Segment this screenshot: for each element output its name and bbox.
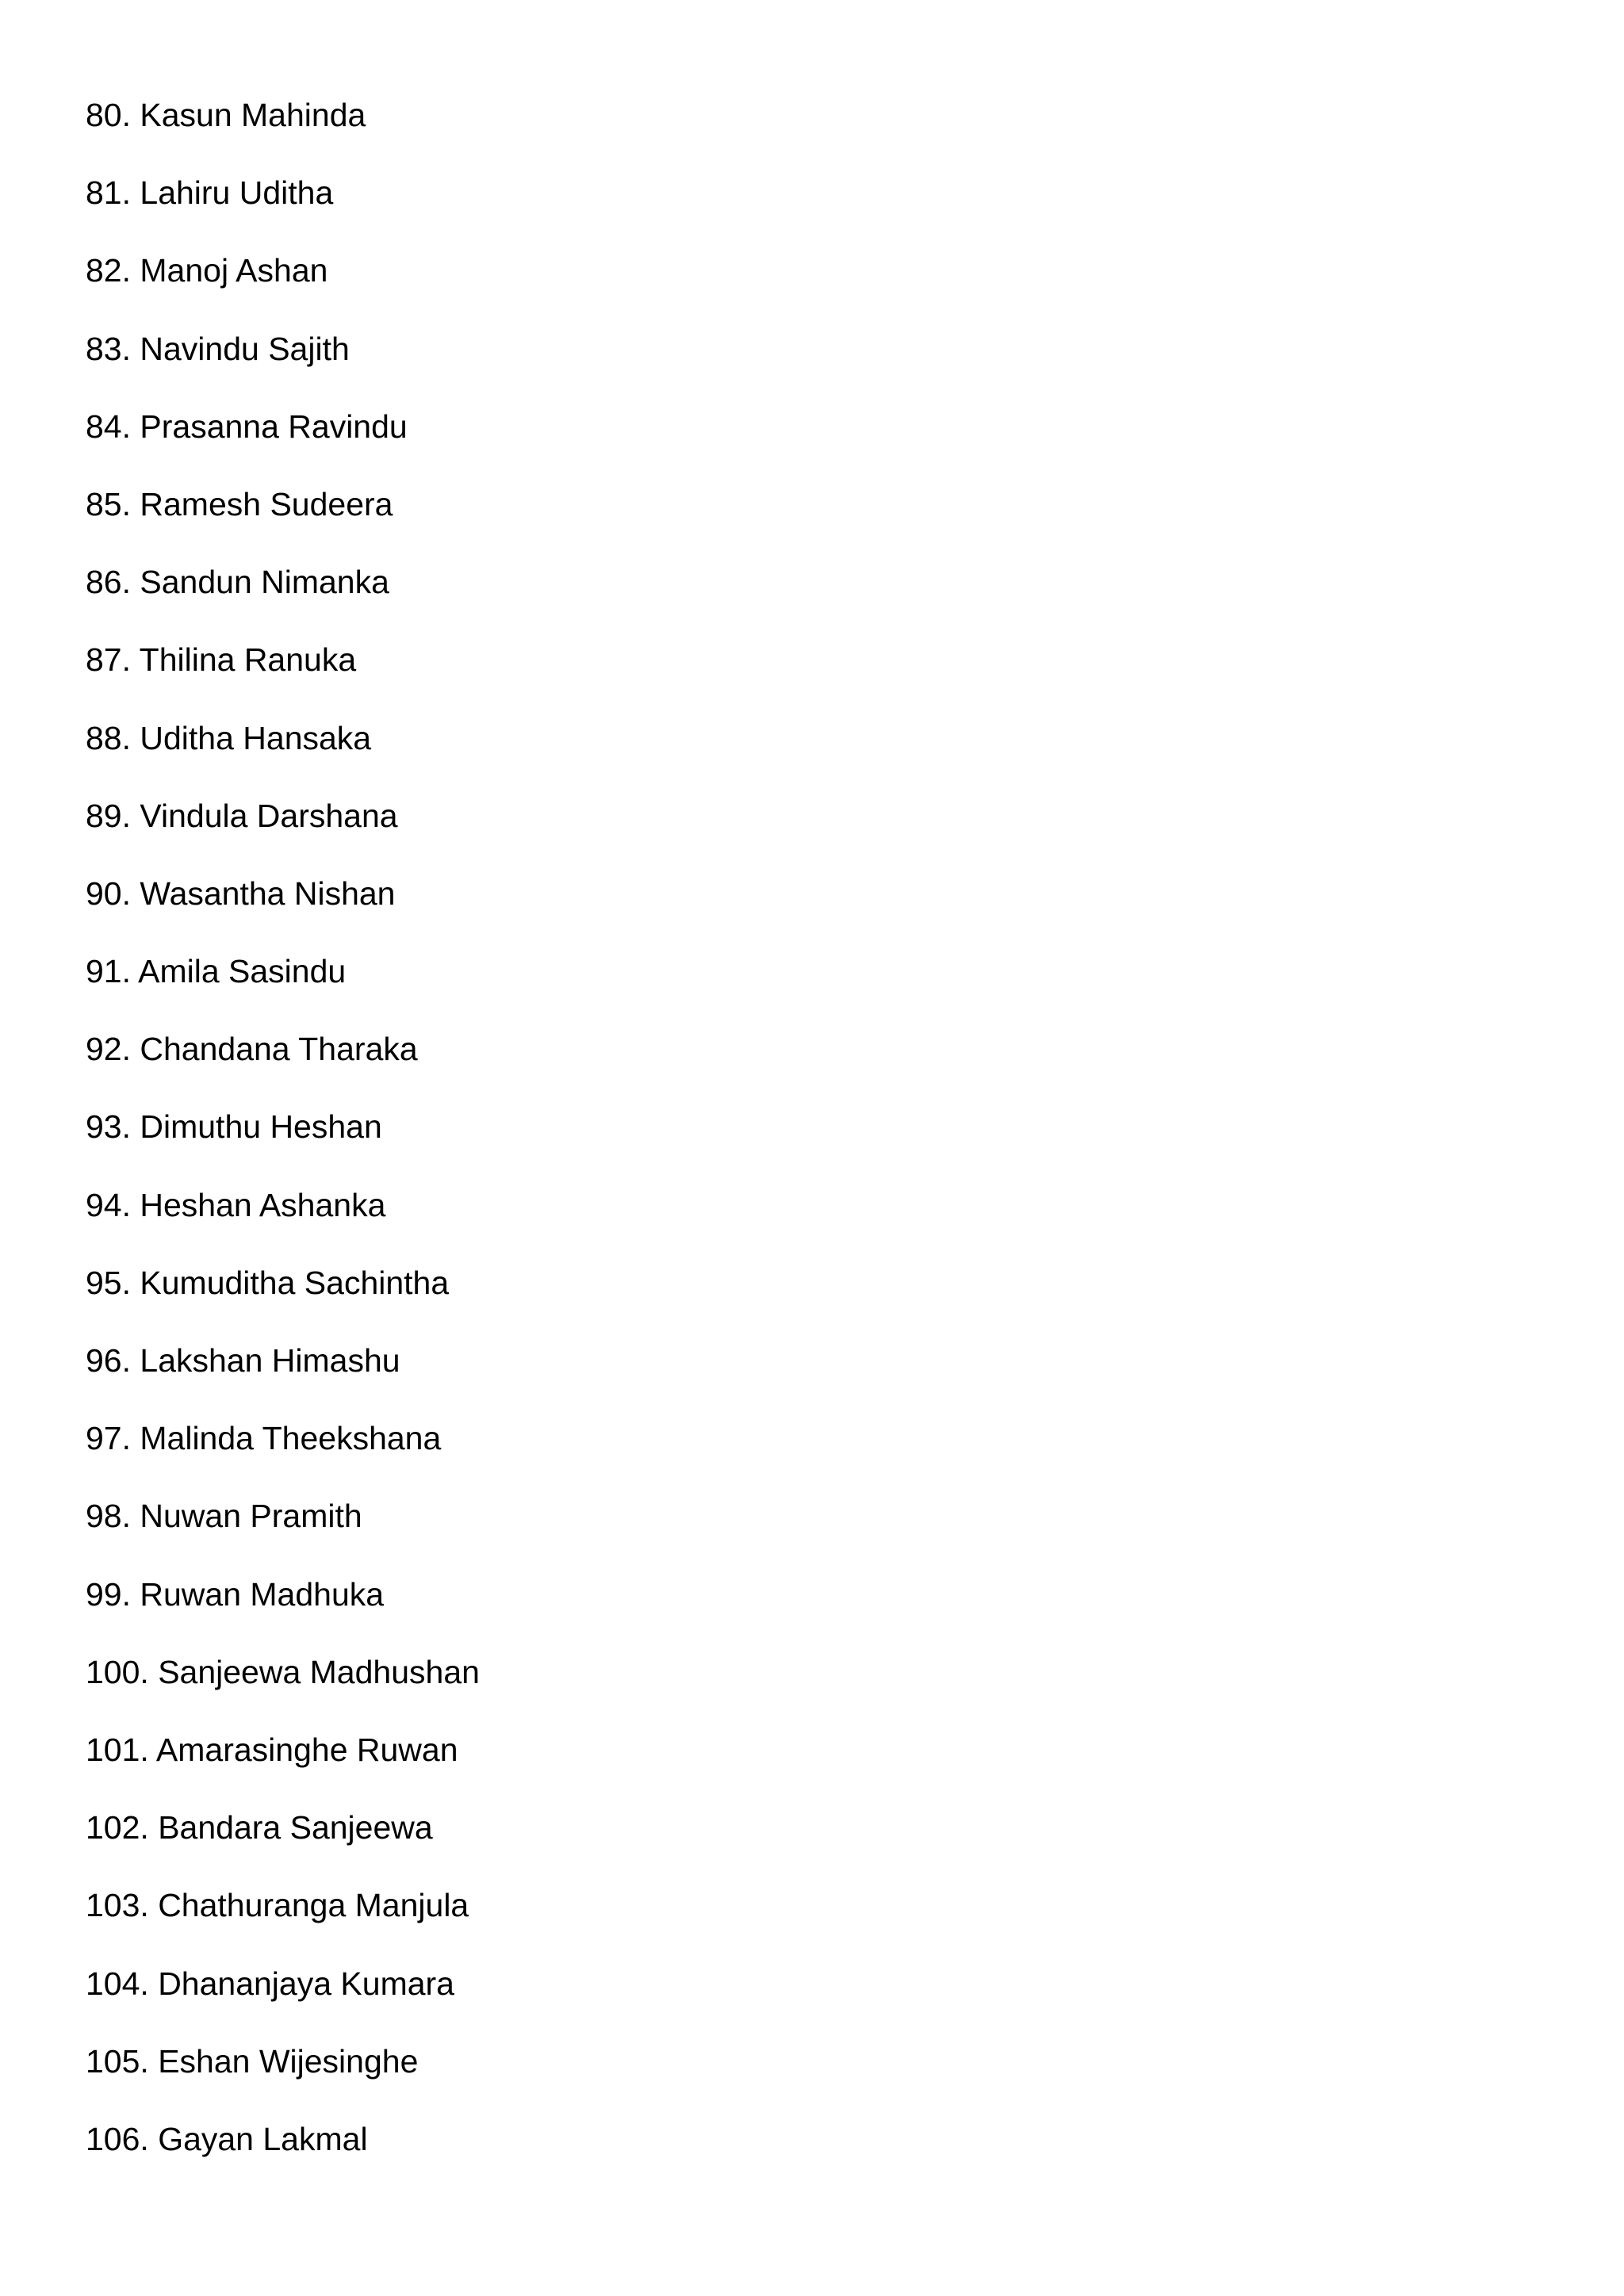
list-item-text: 82. Manoj Ashan	[86, 252, 328, 289]
list-item-text: 81. Lahiru Uditha	[86, 174, 334, 212]
list-item	[86, 561, 480, 638]
list-item	[86, 1494, 480, 1572]
list-item-text: 88. Uditha Hansaka	[86, 719, 372, 756]
list-item-text: 94. Heshan Ashanka	[86, 1186, 386, 1223]
list-item	[86, 94, 480, 171]
list-item	[86, 1184, 480, 1261]
list-item	[86, 1884, 480, 1961]
list-item	[86, 2040, 480, 2118]
list-item	[86, 1027, 480, 1105]
list-item	[86, 1573, 480, 1651]
list-item	[86, 872, 480, 950]
list-item-text: 102. Bandara Sanjeewa	[86, 1809, 433, 1846]
list-item	[86, 717, 480, 794]
name-list	[86, 94, 480, 2195]
list-item-text: 96. Lakshan Himashu	[86, 1342, 400, 1379]
list-item-text: 99. Ruwan Madhuka	[86, 1575, 385, 1613]
list-item-text: 103. Chathuranga Manjula	[86, 1887, 469, 1924]
list-item-text: 85. Ramesh Sudeera	[86, 485, 393, 522]
list-item	[86, 638, 480, 716]
list-item-text: 87. Thilina Ranuka	[86, 641, 357, 679]
list-item	[86, 1806, 480, 1884]
list-item-text: 83. Navindu Sajith	[86, 330, 350, 367]
list-item	[86, 1728, 480, 1806]
list-item	[86, 327, 480, 405]
list-item-text: 100. Sanjeewa Madhushan	[86, 1653, 480, 1690]
list-item	[86, 1417, 480, 1494]
list-item-text: 104. Dhananjaya Kumara	[86, 1965, 454, 2002]
list-item	[86, 1651, 480, 1728]
list-item-text: 89. Vindula Darshana	[86, 797, 398, 834]
list-item-text: 101. Amarasinghe Ruwan	[86, 1731, 458, 1768]
list-item	[86, 1261, 480, 1339]
list-item-text: 93. Dimuthu Heshan	[86, 1108, 382, 1146]
list-item	[86, 405, 480, 483]
list-item	[86, 2118, 480, 2195]
list-item	[86, 1962, 480, 2040]
list-item-text: 106. Gayan Lakmal	[86, 2120, 368, 2157]
list-item	[86, 1105, 480, 1183]
list-item	[86, 171, 480, 249]
list-item	[86, 483, 480, 561]
list-item-text: 98. Nuwan Pramith	[86, 1498, 362, 1535]
list-item-text: 97. Malinda Theekshana	[86, 1420, 442, 1457]
list-item-text: 80. Kasun Mahinda	[86, 97, 366, 133]
list-item	[86, 1339, 480, 1417]
list-item	[86, 249, 480, 327]
list-item-text: 92. Chandana Tharaka	[86, 1031, 418, 1068]
list-item	[86, 794, 480, 872]
list-item-text: 90. Wasantha Nishan	[86, 874, 396, 912]
list-item-text: 105. Eshan Wijesinghe	[86, 2042, 419, 2080]
list-item-text: 84. Prasanna Ravindu	[86, 408, 408, 445]
list-item-text: 86. Sandun Nimanka	[86, 564, 389, 601]
list-item	[86, 950, 480, 1027]
list-item-text: 95. Kumuditha Sachintha	[86, 1264, 450, 1301]
list-item-text: 91. Amila Sasindu	[86, 953, 347, 990]
